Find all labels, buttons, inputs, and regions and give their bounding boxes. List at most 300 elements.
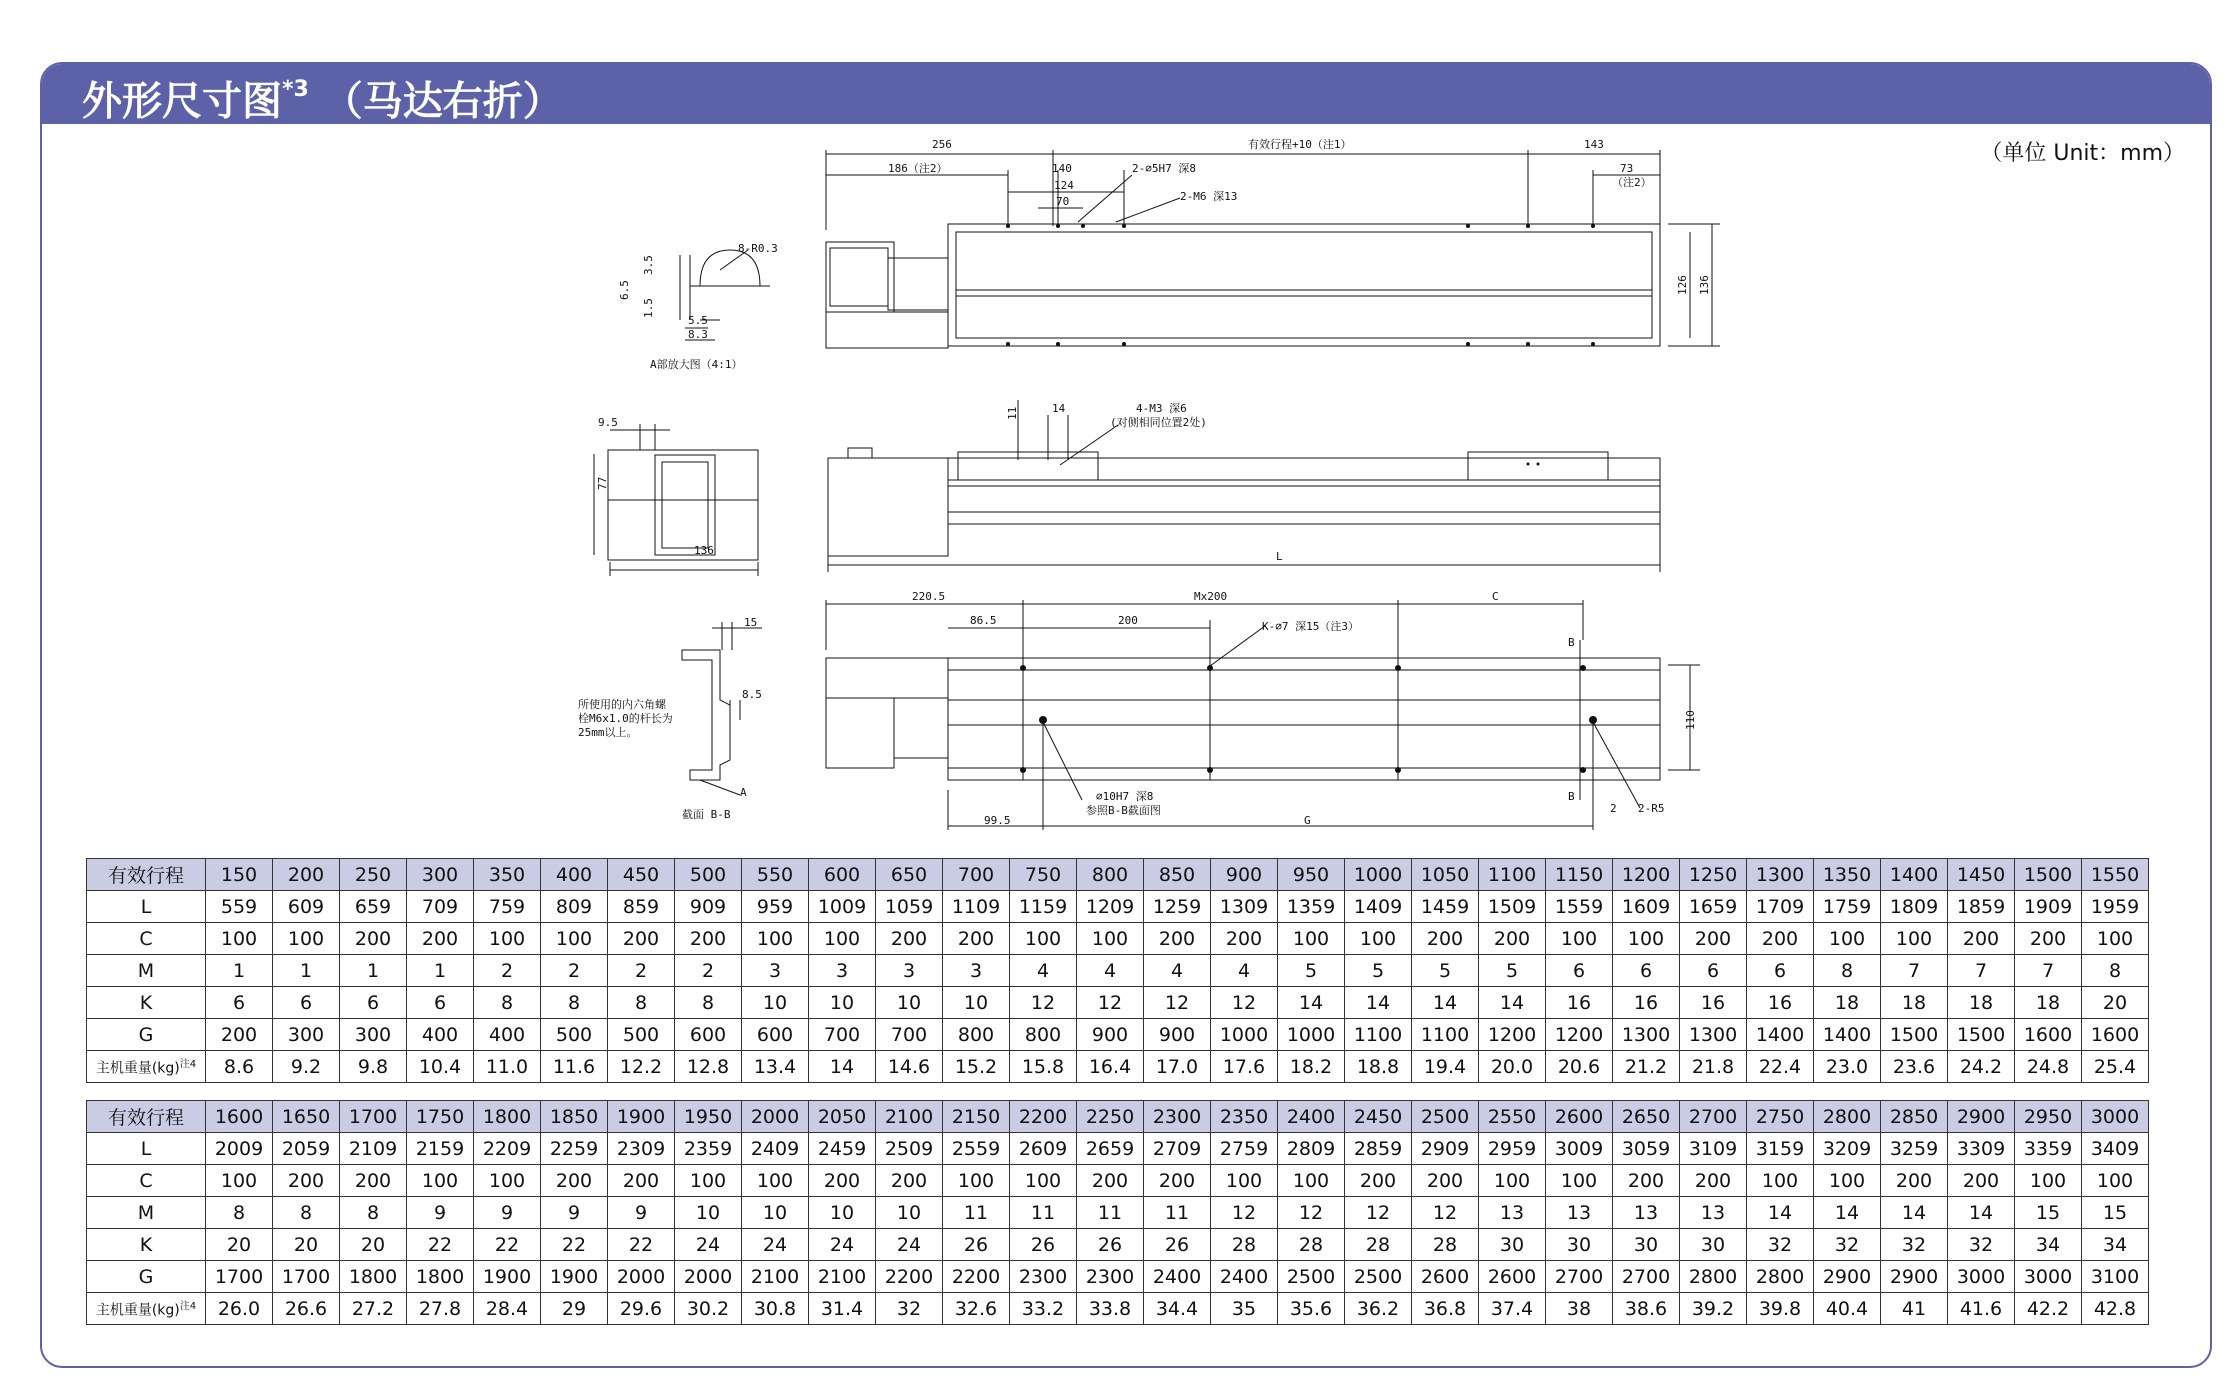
table-cell: 28 [1278, 1229, 1345, 1261]
row-header-stroke: 有效行程 [87, 1101, 206, 1133]
table-cell: 1309 [1211, 891, 1278, 923]
table-cell: 2609 [1010, 1133, 1077, 1165]
table-cell: 1 [340, 955, 407, 987]
table-cell: 11.6 [541, 1051, 608, 1083]
table-cell: 1 [273, 955, 340, 987]
table-cell: 6 [1546, 955, 1613, 987]
table-cell: 14 [1881, 1197, 1948, 1229]
table-cell: 28.4 [474, 1293, 541, 1325]
table-cell: 200 [943, 923, 1010, 955]
table-row-weight [87, 1293, 2149, 1325]
table-cell: 3100 [2082, 1261, 2149, 1293]
unit-label: （单位 Unit：mm） [1980, 141, 2185, 166]
table-cell: 38.6 [1613, 1293, 1680, 1325]
table-cell: 850 [1144, 859, 1211, 891]
table-cell: 1050 [1412, 859, 1479, 891]
table-cell: 8 [474, 987, 541, 1019]
table-cell: 200 [1948, 1165, 2015, 1197]
table-cell: 1209 [1077, 891, 1144, 923]
table-cell: 200 [340, 1165, 407, 1197]
table-cell: 2 [675, 955, 742, 987]
table-cell: 400 [407, 1019, 474, 1051]
table-row-K [87, 987, 2149, 1019]
table-cell: 300 [340, 1019, 407, 1051]
table-cell: 37.4 [1479, 1293, 1546, 1325]
front-slider-right [1468, 452, 1608, 480]
table-cell: 650 [876, 859, 943, 891]
table-cell: 550 [742, 859, 809, 891]
table-cell: 1250 [1680, 859, 1747, 891]
table-cell: 4 [1211, 955, 1278, 987]
table-cell: 5 [1345, 955, 1412, 987]
bottom-pin10-ref: 参照B-B截面图 [1086, 804, 1161, 817]
table-cell: 2500 [1412, 1101, 1479, 1133]
section-title: 外形尺寸图 [82, 78, 282, 125]
table-cell: 15 [2082, 1197, 2149, 1229]
table-cell: 200 [876, 1165, 943, 1197]
table-cell: 8 [541, 987, 608, 1019]
table-cell: 18 [1948, 987, 2015, 1019]
table-cell: 26.0 [206, 1293, 273, 1325]
table-cell: 7 [2015, 955, 2082, 987]
table-cell: 12 [1345, 1197, 1412, 1229]
table-cell: 18 [1814, 987, 1881, 1019]
dim-pin: 2-∅5H7 深8 [1132, 162, 1196, 175]
table-cell: 559 [206, 891, 273, 923]
table-cell: 909 [675, 891, 742, 923]
table-cell: 2700 [1613, 1261, 1680, 1293]
table-cell: 2600 [1479, 1261, 1546, 1293]
table-cell: 41.6 [1948, 1293, 2015, 1325]
dim-136: 136 [1698, 275, 1711, 295]
table-cell: 12 [1278, 1197, 1345, 1229]
table-cell: 2200 [943, 1261, 1010, 1293]
table-cell: 200 [608, 923, 675, 955]
table-cell: 5 [1278, 955, 1345, 987]
table-cell: 14 [809, 1051, 876, 1083]
table-cell: 200 [1948, 923, 2015, 955]
table-cell: 9 [407, 1197, 474, 1229]
table-cell: 700 [943, 859, 1010, 891]
table-row-L [87, 891, 2149, 923]
table-cell: 1759 [1814, 891, 1881, 923]
table-cell: 32 [1814, 1229, 1881, 1261]
end-view-motor [655, 455, 715, 555]
section-note3: 25mm以上。 [578, 726, 638, 739]
table-cell: 17.6 [1211, 1051, 1278, 1083]
table-cell: 1 [206, 955, 273, 987]
table-cell: 9 [541, 1197, 608, 1229]
row-header-weight [87, 1293, 206, 1325]
table-cell: 16.4 [1077, 1051, 1144, 1083]
table-cell: 3159 [1747, 1133, 1814, 1165]
table-cell: 100 [273, 923, 340, 955]
table-cell: 41 [1881, 1293, 1948, 1325]
table-cell: 1600 [206, 1101, 273, 1133]
table-cell: 100 [407, 1165, 474, 1197]
table-cell: 450 [608, 859, 675, 891]
table-cell: 659 [340, 891, 407, 923]
table-cell: 24 [675, 1229, 742, 1261]
table-cell: 1000 [1211, 1019, 1278, 1051]
table-cell: 2309 [608, 1133, 675, 1165]
table-cell: 1709 [1747, 891, 1814, 923]
table-row-G [87, 1261, 2149, 1293]
table-cell: 1859 [1948, 891, 2015, 923]
table-cell: 10 [876, 1197, 943, 1229]
table-cell: 1700 [206, 1261, 273, 1293]
table-cell: 200 [1881, 1165, 1948, 1197]
table-cell: 1900 [608, 1101, 675, 1133]
bottom-C: C [1492, 590, 1499, 603]
front-L: L [1276, 550, 1283, 563]
row-header-weight [87, 1051, 206, 1083]
table-cell: 27.2 [340, 1293, 407, 1325]
table-cell: 15.2 [943, 1051, 1010, 1083]
table-cell: 2400 [1278, 1101, 1345, 1133]
table-cell: 1500 [1948, 1019, 2015, 1051]
table-cell: 20 [206, 1229, 273, 1261]
section-A: A [740, 786, 747, 799]
detail-a-r: 8-R0.3 [738, 242, 778, 255]
table-cell: 1600 [2082, 1019, 2149, 1051]
table-cell: 10 [742, 987, 809, 1019]
front-body [948, 458, 1660, 524]
end-136: 136 [694, 544, 714, 557]
table-cell: 200 [407, 923, 474, 955]
table-row-stroke [87, 859, 2149, 891]
bottom-B2: B [1568, 790, 1575, 803]
table-cell: 26 [1010, 1229, 1077, 1261]
table-cell: 1109 [943, 891, 1010, 923]
table-cell: 2950 [2015, 1101, 2082, 1133]
table-cell: 1959 [2082, 891, 2149, 923]
table-cell: 18.8 [1345, 1051, 1412, 1083]
table-cell: 100 [742, 1165, 809, 1197]
table-cell: 300 [407, 859, 474, 891]
table-cell: 2800 [1814, 1101, 1881, 1133]
title-note: *3 [282, 77, 309, 102]
bottom-2205: 220.5 [912, 590, 946, 603]
table-cell: 2700 [1546, 1261, 1613, 1293]
table-cell: 1400 [1881, 859, 1948, 891]
table-cell: 200 [1412, 1165, 1479, 1197]
table-cell: 1300 [1613, 1019, 1680, 1051]
table-cell: 10 [876, 987, 943, 1019]
table-cell: 1550 [2082, 859, 2149, 891]
bottom-200: 200 [1118, 614, 1138, 627]
table-cell: 8 [273, 1197, 340, 1229]
table-cell: 8 [2082, 955, 2149, 987]
table-cell: 2850 [1881, 1101, 1948, 1133]
table-cell: 1900 [541, 1261, 608, 1293]
bottom-865: 86.5 [970, 614, 997, 627]
section-bb-profile [682, 650, 730, 780]
table-cell: 36.8 [1412, 1293, 1479, 1325]
table-cell: 30 [1546, 1229, 1613, 1261]
table-cell: 2409 [742, 1133, 809, 1165]
table-cell: 3259 [1881, 1133, 1948, 1165]
table-cell: 950 [1278, 859, 1345, 891]
bottom-2: 2 [1610, 802, 1617, 815]
table-cell: 6 [273, 987, 340, 1019]
table-cell: 200 [1747, 923, 1814, 955]
table-cell: 1700 [340, 1101, 407, 1133]
table-cell: 2 [541, 955, 608, 987]
bottom-995: 99.5 [984, 814, 1011, 827]
table-cell: 1700 [273, 1261, 340, 1293]
table-cell: 30 [1680, 1229, 1747, 1261]
row-header-G: G [87, 1019, 206, 1051]
table-cell: 2000 [742, 1101, 809, 1133]
table-cell: 1300 [1747, 859, 1814, 891]
table-cell: 2459 [809, 1133, 876, 1165]
table-cell: 12 [1412, 1197, 1479, 1229]
bottom-r5: 2-R5 [1638, 802, 1665, 815]
table-cell: 8 [340, 1197, 407, 1229]
table-cell: 2600 [1412, 1261, 1479, 1293]
row-header-G: G [87, 1261, 206, 1293]
table-cell: 750 [1010, 859, 1077, 891]
section-note2: 栓M6x1.0的杆长为 [578, 712, 673, 725]
table-cell: 8.6 [206, 1051, 273, 1083]
table-cell: 39.8 [1747, 1293, 1814, 1325]
table-cell: 400 [541, 859, 608, 891]
table-cell: 200 [1680, 923, 1747, 955]
table-cell: 24 [809, 1229, 876, 1261]
table-cell: 22 [474, 1229, 541, 1261]
table-cell: 7 [1881, 955, 1948, 987]
table-cell: 200 [1144, 1165, 1211, 1197]
table-cell: 12 [1144, 987, 1211, 1019]
table-cell: 6 [1613, 955, 1680, 987]
table-cell: 100 [1747, 1165, 1814, 1197]
table-cell: 2900 [1948, 1101, 2015, 1133]
table-cell: 100 [2082, 1165, 2149, 1197]
table-cell: 6 [1680, 955, 1747, 987]
detail-a-15: 1.5 [642, 298, 655, 318]
dim-m6: 2-M6 深13 [1180, 190, 1238, 203]
table-cell: 600 [742, 1019, 809, 1051]
table-cell: 24.8 [2015, 1051, 2082, 1083]
section-title-suffix: （马达右折） [308, 78, 563, 125]
bottom-G: G [1304, 814, 1311, 827]
table-cell: 100 [206, 1165, 273, 1197]
table-cell: 28 [1211, 1229, 1278, 1261]
spec-table-2 [86, 1100, 2149, 1325]
table-cell: 8 [206, 1197, 273, 1229]
table-cell: 2750 [1747, 1101, 1814, 1133]
table-cell: 2259 [541, 1133, 608, 1165]
table-cell: 400 [474, 1019, 541, 1051]
table-cell: 23.6 [1881, 1051, 1948, 1083]
table-cell: 16 [1747, 987, 1814, 1019]
table-cell: 9.8 [340, 1051, 407, 1083]
table-cell: 9 [474, 1197, 541, 1229]
table-cell: 200 [541, 1165, 608, 1197]
table-cell: 2809 [1278, 1133, 1345, 1165]
table-cell: 11 [1077, 1197, 1144, 1229]
table-cell: 1150 [1546, 859, 1613, 891]
table-cell: 3009 [1546, 1133, 1613, 1165]
table-cell: 28 [1345, 1229, 1412, 1261]
table-cell: 100 [541, 923, 608, 955]
table-cell: 2450 [1345, 1101, 1412, 1133]
table-cell: 100 [1546, 1165, 1613, 1197]
table-cell: 20 [273, 1229, 340, 1261]
table-cell: 12 [1211, 1197, 1278, 1229]
row-header-K: K [87, 1229, 206, 1261]
table-cell: 16 [1546, 987, 1613, 1019]
table-cell: 26.6 [273, 1293, 340, 1325]
table-cell: 39.2 [1680, 1293, 1747, 1325]
table-cell: 14 [1814, 1197, 1881, 1229]
table-cell: 1009 [809, 891, 876, 923]
table-cell: 22 [407, 1229, 474, 1261]
section-caption: 截面 B-B [682, 808, 731, 821]
table-cell: 36.2 [1345, 1293, 1412, 1325]
table-cell: 2559 [943, 1133, 1010, 1165]
bottom-motor-cap [826, 658, 948, 698]
table-cell: 1459 [1412, 891, 1479, 923]
table-cell: 709 [407, 891, 474, 923]
weight-note: 注4 [179, 1301, 197, 1313]
table-cell: 2100 [876, 1101, 943, 1133]
table-cell: 200 [2015, 923, 2082, 955]
table-cell: 1559 [1546, 891, 1613, 923]
table-cell: 31.4 [809, 1293, 876, 1325]
table-cell: 2900 [1814, 1261, 1881, 1293]
front-m3: 4-M3 深6 [1136, 402, 1187, 415]
table-cell: 10 [943, 987, 1010, 1019]
table-cell: 2150 [943, 1101, 1010, 1133]
top-body [948, 224, 1660, 346]
table-cell: 1100 [1345, 1019, 1412, 1051]
table-cell: 859 [608, 891, 675, 923]
table-cell: 150 [206, 859, 273, 891]
table-cell: 25.4 [2082, 1051, 2149, 1083]
table-cell: 2959 [1479, 1133, 1546, 1165]
table-cell: 12 [1211, 987, 1278, 1019]
dim-256: 256 [932, 138, 952, 151]
dim-73: 73 [1620, 162, 1634, 175]
table-cell: 100 [1010, 923, 1077, 955]
table-cell: 100 [943, 1165, 1010, 1197]
table-cell: 100 [206, 923, 273, 955]
table-cell: 35 [1211, 1293, 1278, 1325]
table-cell: 100 [809, 923, 876, 955]
table-cell: 200 [1345, 1165, 1412, 1197]
table-cell: 32.6 [943, 1293, 1010, 1325]
table-cell: 30.2 [675, 1293, 742, 1325]
table-row-C [87, 1165, 2149, 1197]
table-cell: 22.4 [1747, 1051, 1814, 1083]
section-note1: 所使用的内六角螺 [578, 698, 666, 711]
table-cell: 500 [541, 1019, 608, 1051]
row-header-L: L [87, 891, 206, 923]
table-cell: 1600 [2015, 1019, 2082, 1051]
table-cell: 200 [1077, 1165, 1144, 1197]
table-cell: 300 [273, 1019, 340, 1051]
table-cell: 2800 [1747, 1261, 1814, 1293]
table-cell: 2500 [1345, 1261, 1412, 1293]
table-cell: 29 [541, 1293, 608, 1325]
front-14: 14 [1052, 402, 1066, 415]
table-cell: 32 [1948, 1229, 2015, 1261]
table-cell: 2800 [1680, 1261, 1747, 1293]
table-cell: 21.2 [1613, 1051, 1680, 1083]
bottom-body [948, 658, 1660, 780]
table-cell: 10 [809, 1197, 876, 1229]
table-cell: 17.0 [1144, 1051, 1211, 1083]
table-cell: 1909 [2015, 891, 2082, 923]
table-cell: 100 [1278, 923, 1345, 955]
table-cell: 100 [2082, 923, 2149, 955]
table-cell: 1300 [1680, 1019, 1747, 1051]
end-95: 9.5 [598, 416, 618, 429]
row-header-stroke: 有效行程 [87, 859, 206, 891]
table-cell: 1409 [1345, 891, 1412, 923]
table-cell: 2909 [1412, 1133, 1479, 1165]
table-cell: 20.6 [1546, 1051, 1613, 1083]
table-cell: 10 [742, 1197, 809, 1229]
row-header-K: K [87, 987, 206, 1019]
detail-a-55: 5.5 [688, 314, 708, 327]
top-motor-inner [830, 248, 888, 306]
table-cell: 11 [1010, 1197, 1077, 1229]
detail-a-83: 8.3 [688, 328, 708, 341]
table-cell: 2059 [273, 1133, 340, 1165]
table-cell: 6 [407, 987, 474, 1019]
table-cell: 40.4 [1814, 1293, 1881, 1325]
table-cell: 2250 [1077, 1101, 1144, 1133]
table-cell: 16 [1613, 987, 1680, 1019]
table-cell: 100 [1077, 923, 1144, 955]
table-cell: 100 [742, 923, 809, 955]
table-cell: 16 [1680, 987, 1747, 1019]
table-cell: 100 [474, 923, 541, 955]
table-cell: 250 [340, 859, 407, 891]
detail-a-35: 3.5 [642, 255, 655, 275]
dim-note2: （注2） [1612, 176, 1652, 189]
table-cell: 3000 [1948, 1261, 2015, 1293]
table-cell: 3000 [2015, 1261, 2082, 1293]
table-cell: 14 [1278, 987, 1345, 1019]
table-cell: 3 [943, 955, 1010, 987]
table-cell: 14.6 [876, 1051, 943, 1083]
table-cell: 10.4 [407, 1051, 474, 1083]
table-cell: 26 [943, 1229, 1010, 1261]
table-cell: 2159 [407, 1133, 474, 1165]
table-cell: 609 [273, 891, 340, 923]
table-cell: 1 [407, 955, 474, 987]
section-15: 15 [744, 616, 758, 629]
table-cell: 2359 [675, 1133, 742, 1165]
table-cell: 500 [608, 1019, 675, 1051]
table-cell: 27.8 [407, 1293, 474, 1325]
table-cell: 24 [876, 1229, 943, 1261]
top-body-inner [956, 232, 1652, 338]
section-85: 8.5 [742, 688, 762, 701]
table-cell: 1259 [1144, 891, 1211, 923]
table-cell: 2700 [1680, 1101, 1747, 1133]
table-cell: 5 [1412, 955, 1479, 987]
table-cell: 38 [1546, 1293, 1613, 1325]
table-cell: 1800 [474, 1101, 541, 1133]
table-cell: 14 [1479, 987, 1546, 1019]
table-cell: 2000 [608, 1261, 675, 1293]
table-cell: 1950 [675, 1101, 742, 1133]
